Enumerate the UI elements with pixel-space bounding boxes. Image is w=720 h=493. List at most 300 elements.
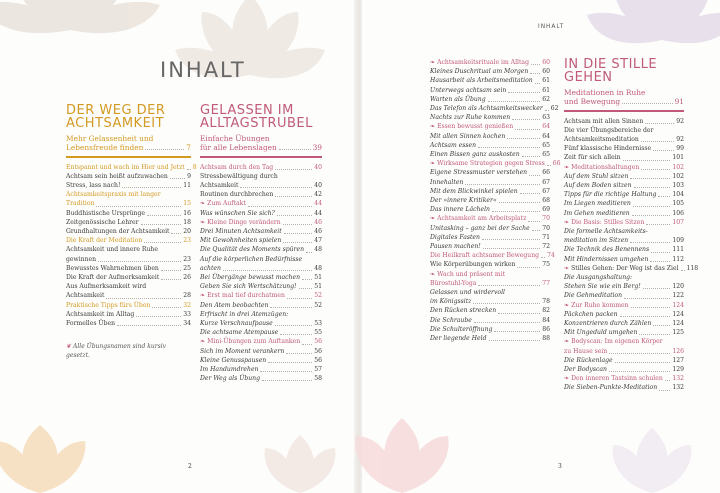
- lotus-bullet-icon: ❧: [200, 292, 206, 300]
- toc-entry-title: [564, 153, 621, 162]
- toc-entry-text: Achtsamkeit: [200, 181, 239, 189]
- toc-entry-page: 70: [542, 215, 550, 223]
- running-head: INHALT: [538, 24, 565, 30]
- toc-entry-text: Achtsamkeit am Arbeitsplatz: [437, 215, 527, 223]
- toc-entry-title: [430, 260, 515, 269]
- toc-entry-page: 118: [686, 264, 699, 272]
- dot-leader: [498, 313, 540, 314]
- toc-entry-title: [200, 347, 284, 356]
- toc-entry-text: Päckchen packen: [564, 310, 618, 318]
- toc-entry-title: [200, 163, 273, 172]
- toc-column-3: [430, 58, 561, 343]
- toc-entry-title: [66, 190, 161, 199]
- dot-leader: [517, 267, 540, 268]
- toc-entry: [66, 310, 191, 319]
- toc-entry-text: Fünf klassische Hindernisse: [564, 145, 652, 153]
- toc-entry-title: [200, 337, 300, 346]
- toc-entry-text: Achtsam mit allen Sinnen: [564, 117, 644, 125]
- toc-entry-page: 120: [672, 283, 684, 291]
- toc-entry-page: 26: [183, 273, 191, 281]
- toc-entry-page: 102: [672, 163, 684, 171]
- dot-leader: [522, 156, 541, 157]
- toc-entry-text: Die Qualität des Moments spüren: [200, 246, 304, 254]
- toc-entry-page: 86: [542, 325, 550, 333]
- toc-entry: [66, 245, 191, 254]
- toc-entry: [430, 279, 550, 288]
- toc-entry-text: Sich im Moment verankern: [200, 347, 285, 355]
- toc-entry: [430, 242, 550, 251]
- dot-leader: [284, 233, 313, 234]
- toc-entry-text: Erst mal tief durchatmen: [207, 292, 285, 300]
- chapter-3-title: [564, 58, 684, 84]
- toc-entry-title: [564, 135, 639, 144]
- toc-entry-title: [66, 301, 150, 310]
- dot-leader: [122, 187, 181, 188]
- toc-entry: [66, 319, 191, 328]
- toc-entry-text: Den Atem beobachten: [200, 301, 269, 309]
- toc-entry: [430, 325, 550, 334]
- chapter-2-title: [200, 104, 322, 130]
- toc-entry-title: [430, 325, 492, 334]
- dot-leader: [624, 298, 670, 299]
- chapter-2-title-line1: GELASSEN IM: [200, 103, 294, 118]
- toc-entry-text: Achtsam essen: [430, 141, 477, 149]
- toc-entry-page: 124: [672, 301, 684, 309]
- dot-leader: [508, 92, 540, 93]
- toc-entry-title: [200, 218, 281, 227]
- toc-entry-title: [564, 273, 632, 282]
- toc-entry-title: [430, 168, 527, 177]
- dot-leader: [478, 147, 540, 148]
- toc-entry-text: Mit Hindernissen umgehen: [564, 255, 649, 263]
- dot-leader: [171, 233, 181, 234]
- dot-leader: [147, 215, 181, 216]
- toc-entry-page: 109: [672, 237, 684, 245]
- toc-entry-text: Achtsamkeitspraxis mit langer: [66, 191, 161, 199]
- dot-leader: [106, 298, 181, 299]
- dot-leader: [306, 252, 312, 253]
- lotus-bullet-icon: ❧: [430, 270, 436, 278]
- toc-entry-page: 42: [314, 191, 322, 199]
- toc-entry-page: 64: [542, 132, 550, 140]
- toc-entry: [200, 163, 322, 172]
- toc-entry-text: Der Bodyscan: [564, 365, 607, 373]
- dot-leader: [658, 196, 670, 197]
- toc-entry: [564, 356, 684, 365]
- toc-entry-text: Kurze Verschnaufpause: [200, 319, 273, 327]
- toc-column-4: [564, 57, 699, 393]
- toc-entry-title: [564, 282, 641, 291]
- toc-entry-text: Bürostuhl-Yoga: [430, 279, 477, 287]
- dot-leader: [535, 83, 541, 84]
- lotus-bullet-icon: ❧: [200, 200, 206, 208]
- toc-entry: [430, 260, 550, 269]
- toc-entry-page: 33: [183, 310, 191, 318]
- lotus-bullet-icon: ❧: [200, 338, 206, 346]
- toc-entry-page: 40: [314, 181, 322, 189]
- toc-entry-title: [430, 251, 539, 260]
- toc-entry-title: [430, 178, 463, 187]
- chapter-2-rule: [200, 156, 322, 158]
- toc-entry-page: 32: [183, 301, 191, 309]
- dot-leader: [161, 270, 181, 271]
- toc-entry: [66, 190, 191, 199]
- toc-entry-text: Erfrischt in drei Atemzügen:: [200, 310, 289, 318]
- toc-entry: [66, 264, 191, 273]
- dot-leader: [478, 285, 540, 286]
- dot-leader: [283, 224, 313, 225]
- toc-entry-page: 77: [542, 279, 550, 287]
- toc-entry: [564, 291, 684, 300]
- toc-entry-text: Die Schulteröffnung: [430, 325, 493, 333]
- chapter-1-subtitle: [66, 134, 191, 152]
- toc-entry-page: 102: [672, 172, 684, 180]
- toc-entry: [200, 319, 322, 328]
- toc-entry-text: Gelassen und wirdervoll: [430, 289, 505, 297]
- toc-entry-text: Wirksame Strategien gegen Stress: [437, 160, 545, 168]
- chapter-3-subtitle-line2: und Bewegung: [564, 97, 621, 106]
- toc-entry: [200, 282, 322, 291]
- toc-entry: [200, 264, 322, 273]
- dot-leader: [275, 196, 312, 197]
- toc-entry-text: Der Weg als Übung: [200, 375, 260, 383]
- dot-leader: [620, 316, 671, 317]
- toc-entry: [564, 301, 684, 310]
- toc-entry-page: 56: [314, 347, 322, 355]
- dot-leader: [530, 73, 540, 74]
- dot-leader: [529, 175, 540, 176]
- toc-entry-text: Achtsam sein heißt aufzuwachen: [66, 172, 168, 180]
- toc-entry-title: [564, 365, 607, 374]
- toc-entry-page: 55: [314, 329, 322, 337]
- lotus-bullet-icon: ❧: [430, 215, 436, 223]
- toc-entry: [564, 383, 684, 392]
- lotus-bullet-icon: ❧: [564, 338, 570, 346]
- dot-leader: [623, 160, 671, 161]
- toc-entry: [200, 190, 322, 199]
- toc-entry-page: 60: [542, 68, 550, 76]
- toc-entry-text: im Königssitz: [430, 298, 472, 306]
- dot-leader: [531, 64, 540, 65]
- toc-entry: [430, 205, 550, 214]
- toc-entry-title: [430, 122, 513, 131]
- toc-entry: [564, 126, 684, 135]
- toc-entry-title: [430, 297, 471, 306]
- toc-entry-title: [564, 163, 639, 172]
- toc-entry-text: Kleine Genusspausen: [200, 356, 267, 364]
- lotus-bullet-icon: ❧: [564, 375, 570, 383]
- toc-entry-page: 127: [672, 356, 684, 364]
- lotus-bullet-icon: ❧: [564, 264, 570, 272]
- toc-entry-title: [430, 113, 510, 122]
- dot-leader: [302, 344, 312, 345]
- toc-entry-page: 105: [672, 200, 684, 208]
- toc-entry-text: Bei Übergänge bewusst machen: [200, 273, 300, 281]
- toc-entry-page: 8: [192, 163, 197, 171]
- dot-leader: [268, 362, 312, 363]
- toc-entry-title: [66, 181, 120, 190]
- dot-leader: [98, 261, 181, 262]
- toc-entry-title: [564, 209, 630, 218]
- toc-entry-title: [200, 181, 238, 190]
- toc-entry: [430, 270, 550, 279]
- toc-entry: [200, 301, 322, 310]
- toc-entry-title: [564, 383, 657, 392]
- dot-leader: [170, 178, 185, 179]
- toc-entry: [430, 122, 550, 131]
- italic-note-text: Alle Übungsnamen sind kursiv gesetzt.: [66, 343, 167, 360]
- toc-entry: [430, 58, 550, 67]
- dot-leader: [483, 248, 541, 249]
- dot-leader: [283, 242, 312, 243]
- toc-entry-title: [200, 255, 302, 264]
- toc-entry-text: Die Schraube: [430, 316, 472, 324]
- lotus-decoration-bottom-left: [0, 413, 356, 493]
- toc-entry-text: Buddhistische Ursprünge: [66, 209, 145, 217]
- toc-entry-page: 70: [542, 224, 550, 232]
- toc-entry-title: [430, 214, 526, 223]
- toc-entry-title: [564, 347, 607, 356]
- toc-entry: [200, 172, 322, 181]
- toc-entry-text: Die achtsame Atempause: [200, 329, 279, 337]
- toc-entry-title: [66, 255, 96, 264]
- toc-entry-title: [430, 224, 530, 233]
- toc-entry-page: 92: [676, 117, 684, 125]
- toc-entry-title: [564, 319, 651, 328]
- toc-entry-page: 64: [542, 123, 550, 131]
- toc-entry-title: [200, 227, 282, 236]
- toc-entry-title: [564, 181, 632, 190]
- toc-entry-text: Hausarbeit als Arbeitsmeditation: [430, 77, 533, 85]
- dot-leader: [152, 307, 181, 308]
- toc-entry: [200, 218, 322, 227]
- toc-entry-title: [564, 255, 648, 264]
- toc-entry-text: meditation im Sitzen: [564, 237, 629, 245]
- toc-entry-text: Bodyscan: Im eigenen Körper: [571, 338, 663, 346]
- toc-entry-title: [66, 199, 94, 208]
- toc-entry: [66, 163, 197, 172]
- dot-leader: [474, 322, 540, 323]
- toc-entry-title: [430, 270, 505, 279]
- toc-entry-page: 48: [314, 246, 322, 254]
- toc-entry: [564, 273, 684, 282]
- right-page: [362, 0, 720, 493]
- toc-entry-page: 78: [542, 298, 550, 306]
- toc-entry-text: Im Handumdrehen: [200, 365, 259, 373]
- toc-entry: [430, 288, 550, 297]
- toc-entry-text: Zum Auftakt: [207, 200, 246, 208]
- toc-entry: [430, 76, 550, 85]
- left-page: [0, 0, 356, 493]
- toc-entry-title: [66, 172, 168, 181]
- toc-entry-page: 58: [314, 375, 322, 383]
- toc-entry: [564, 264, 699, 273]
- toc-entry-text: Warten als Übung: [430, 95, 486, 103]
- chapter-3-page: 91: [674, 97, 684, 106]
- toc-entry-page: 66: [552, 160, 561, 168]
- toc-entry-text: Was wünschen Sie sich?: [200, 209, 275, 217]
- toc-entry-page: 16: [183, 209, 191, 217]
- toc-entry-title: [564, 117, 643, 126]
- toc-entry-title: [200, 374, 260, 383]
- toc-entry-title: [66, 227, 169, 236]
- toc-entry: [66, 209, 191, 218]
- toc-entry-text: Auf dem Boden sitzen: [564, 181, 632, 189]
- toc-entry-page: 11: [183, 181, 191, 189]
- toc-entry-page: 69: [542, 206, 550, 214]
- toc-entry-text: Die Heilkraft achtsamer Bewegung: [430, 252, 540, 260]
- toc-entry-text: Achtsamkeitsmeditation: [564, 135, 639, 143]
- dot-leader: [494, 331, 540, 332]
- toc-entry-page: 99: [676, 145, 684, 153]
- toc-entry-page: 132: [672, 375, 684, 383]
- toc-entry-text: Stehen Sie wie ein Berg!: [564, 283, 641, 291]
- toc-entry: [564, 282, 684, 291]
- toc-entry: [430, 113, 550, 122]
- toc-entry: [430, 86, 550, 95]
- toc-entry-text: Kleine Dinge verändern: [207, 218, 281, 226]
- chapter-3-entries: [564, 117, 699, 393]
- lotus-bullet-icon: ❧: [200, 218, 206, 226]
- toc-entry-page: 84: [542, 316, 550, 324]
- dot-leader: [507, 138, 540, 139]
- dot-leader: [659, 390, 670, 391]
- toc-entry-text: Auf dem Stuhl sitzen: [564, 172, 629, 180]
- toc-entry-text: Die Sieben-Punkte-Meditation: [564, 384, 658, 392]
- toc-column-1: [66, 103, 197, 361]
- toc-entry-title: [564, 227, 648, 236]
- toc-entry-title: [200, 301, 268, 310]
- toc-entry-text: Stilles Gehen: Der Weg ist das Ziel: [571, 264, 679, 272]
- toc-entry-title: [564, 310, 618, 319]
- toc-entry-page: 56: [314, 356, 322, 364]
- toc-entry-title: [564, 291, 622, 300]
- dot-leader: [223, 270, 312, 271]
- toc-entry-text: Im Liegen meditieren: [564, 200, 631, 208]
- dot-leader: [141, 224, 182, 225]
- toc-entry: [564, 163, 684, 172]
- toc-entry-text: Die Gehmeditation: [564, 292, 623, 300]
- toc-entry-text: Mit Gewohnheiten spielen: [200, 237, 282, 245]
- toc-entry: [430, 150, 550, 159]
- lotus-bullet-icon: ❦: [66, 343, 72, 351]
- toc-entry-title: [200, 356, 266, 365]
- toc-entry-page: 40: [314, 163, 322, 171]
- italic-note: [66, 342, 191, 360]
- toc-entry-text: Grundhaltungen der Achtsamkeit: [66, 227, 170, 235]
- toc-entry-text: Den inneren Tastsinn schulen: [571, 375, 663, 383]
- dot-leader: [512, 119, 540, 120]
- toc-entry-page: 44: [314, 200, 322, 208]
- toc-entry-page: 132: [672, 384, 684, 392]
- toc-entry-text: Routinen durchbrechen: [200, 191, 274, 199]
- toc-entry-text: Die Kraft der Aufmerksamkeit: [66, 273, 160, 281]
- toc-entry-title: [200, 172, 278, 181]
- dot-leader: [275, 169, 312, 170]
- toc-entry-page: 20: [183, 227, 191, 235]
- toc-entry-text: Stress, lass nach!: [66, 181, 121, 189]
- toc-entry: [200, 347, 322, 356]
- lotus-bullet-icon: ❧: [430, 123, 436, 131]
- toc-entry-page: 111: [672, 246, 684, 254]
- toc-entry: [430, 187, 550, 196]
- toc-entry: [564, 245, 684, 254]
- toc-entry-page: 124: [672, 310, 684, 318]
- dot-leader: [632, 215, 671, 216]
- toc-entry: [430, 251, 555, 260]
- toc-entry: [66, 218, 191, 227]
- toc-entry-page: 106: [672, 209, 684, 217]
- toc-entry-text: Die Basis: Stilles Sitzen: [571, 218, 645, 226]
- toc-entry-page: 25: [183, 264, 191, 272]
- toc-entry: [66, 181, 191, 190]
- toc-entry-text: Mit dem Blickwinkel spielen: [430, 187, 518, 195]
- toc-entry: [66, 199, 191, 208]
- dot-leader: [286, 353, 312, 354]
- toc-entry-page: 65: [542, 151, 550, 159]
- toc-entry-text: Aus Aufmerksamkeit wird: [66, 283, 147, 291]
- toc-entry-title: [66, 291, 104, 300]
- chapter-2-subtitle: [200, 134, 322, 152]
- toc-entry-title: [564, 245, 649, 254]
- toc-entry: [200, 337, 322, 346]
- toc-entry-page: 66: [542, 169, 550, 177]
- lotus-bullet-icon: ❧: [430, 59, 436, 66]
- dot-leader: [280, 334, 312, 335]
- toc-entry: [200, 236, 322, 245]
- toc-entry-title: [66, 236, 142, 245]
- toc-entry: [564, 319, 684, 328]
- toc-entry-title: [564, 337, 663, 346]
- dot-leader: [262, 380, 312, 381]
- toc-entry-page: 101: [672, 154, 684, 162]
- toc-entry-title: [564, 236, 628, 245]
- dot-leader: [473, 303, 540, 304]
- toc-entry-text: Die Kraft der Meditation: [66, 237, 143, 245]
- toc-entry-page: 75: [542, 261, 550, 269]
- toc-entry: [430, 233, 550, 242]
- toc-entry: [430, 104, 559, 113]
- toc-entry-title: [66, 310, 134, 319]
- toc-entry-title: [430, 334, 487, 343]
- toc-entry-title: [564, 144, 651, 153]
- toc-entry: [200, 209, 322, 218]
- dot-leader: [499, 202, 541, 203]
- dot-leader: [520, 193, 541, 194]
- toc-entry-title: [564, 190, 656, 199]
- toc-entry-title: [66, 218, 139, 227]
- toc-entry: [200, 199, 322, 208]
- toc-entry-text: zu Hause sein: [564, 347, 608, 355]
- toc-entry-text: Die Technik des Benennens: [564, 246, 650, 254]
- dot-leader: [187, 169, 191, 170]
- toc-entry-page: 56: [314, 338, 322, 346]
- dot-leader: [634, 187, 671, 188]
- toc-entry-page: 65: [542, 141, 550, 149]
- dot-leader: [641, 141, 674, 142]
- toc-entry-title: [200, 365, 258, 374]
- toc-entry-page: 63: [542, 114, 550, 122]
- toc-entry: [66, 291, 191, 300]
- toc-entry: [430, 95, 550, 104]
- toc-entry: [564, 172, 684, 181]
- toc-entry-title: [66, 319, 115, 328]
- toc-entry: [66, 301, 191, 310]
- toc-entry-title: [200, 199, 246, 208]
- dot-leader: [665, 380, 671, 381]
- toc-entry-page: 9: [187, 172, 191, 180]
- toc-entry-page: 60: [542, 59, 550, 66]
